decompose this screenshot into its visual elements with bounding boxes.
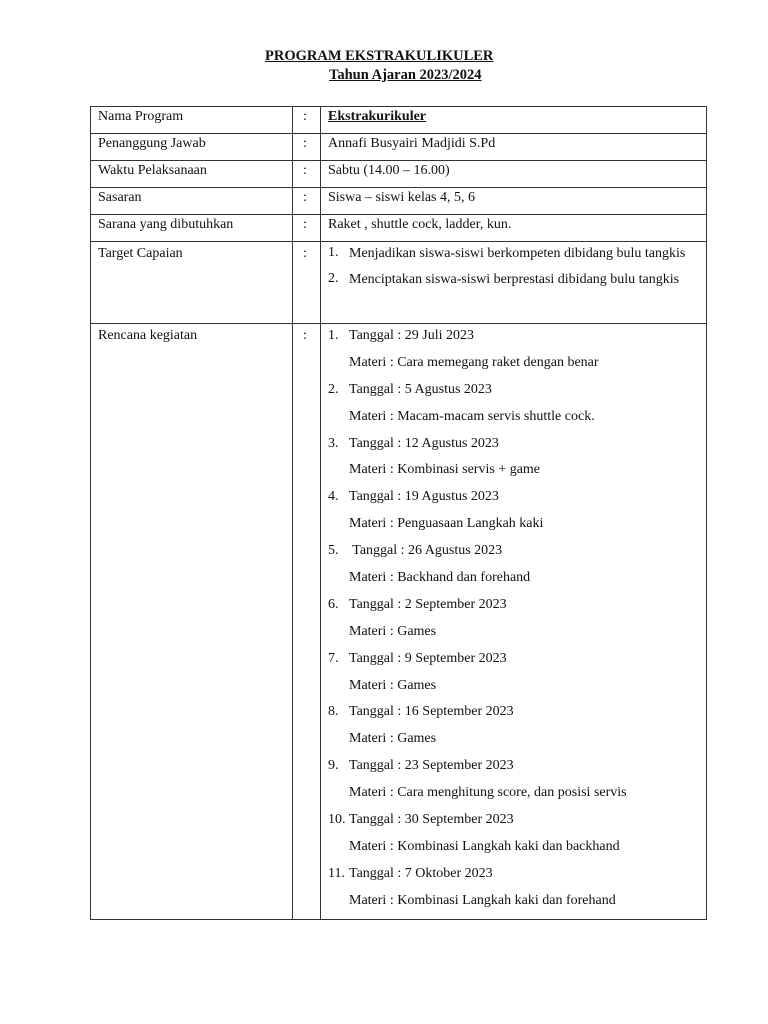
plan-materi-row: Materi : Cara menghitung score, dan posisi servis <box>349 785 627 801</box>
label-target: Target Capaian <box>91 242 293 324</box>
table-row-sasaran <box>91 188 707 215</box>
document-title: PROGRAM EKSTRAKULIKULER <box>265 48 494 64</box>
label-rencana: Rencana kegiatan <box>91 324 293 920</box>
plan-list <box>328 327 699 919</box>
plan-date-row: 1. Tanggal : 29 Juli 2023 <box>328 328 475 343</box>
plan-materi-row: Materi : Games <box>349 677 437 693</box>
plan-date-row: 8. Tanggal : 16 September 2023 <box>328 704 514 720</box>
plan-date-row: 4. Tanggal : 19 Agustus 2023 <box>328 489 499 505</box>
document-subtitle: Tahun Ajaran 2023/2024 <box>329 67 482 83</box>
plan-materi-row: Materi : Penguasaan Langkah kaki <box>349 516 544 532</box>
value-sarana: Raket , shuttle cock, ladder, kun. <box>321 215 707 242</box>
plan-date-row: 3. Tanggal : 12 Agustus 2023 <box>328 435 499 451</box>
plan-materi-row: Materi : Macam-macam servis shuttle cock. <box>349 408 595 424</box>
list-item: 1. Menjadikan siswa-siswi berkompeten dibidang bulu tangkis <box>328 245 686 261</box>
colon: : <box>293 134 321 161</box>
plan-materi-row: Materi : Kombinasi Langkah kaki dan forehand <box>349 892 616 908</box>
plan-materi-row: Materi : Cara memegang raket dengan benar <box>349 354 599 370</box>
program-table <box>90 106 707 920</box>
colon: : <box>293 107 321 134</box>
colon: : <box>293 161 321 188</box>
table-row-waktu <box>91 161 707 188</box>
table-row-nama-program <box>91 107 707 134</box>
plan-materi-row: Materi : Kombinasi servis + game <box>349 462 541 478</box>
colon: : <box>293 324 321 920</box>
plan-materi-row: Materi : Games <box>349 623 437 639</box>
plan-date-row: 9. Tanggal : 23 September 2023 <box>328 758 514 774</box>
label-sasaran: Sasaran <box>91 188 293 215</box>
value-target <box>321 242 707 324</box>
table-row-sarana <box>91 215 707 242</box>
label-nama-program: Nama Program <box>91 107 293 134</box>
plan-date-row: 7. Tanggal : 9 September 2023 <box>328 650 507 666</box>
colon: : <box>293 242 321 324</box>
plan-date-row: 11. Tanggal : 7 Oktober 2023 <box>328 865 493 881</box>
value-sasaran: Siswa – siswi kelas 4, 5, 6 <box>321 188 707 215</box>
plan-materi-row: Materi : Games <box>349 731 437 747</box>
colon: : <box>293 215 321 242</box>
plan-date-row: 6. Tanggal : 2 September 2023 <box>328 596 507 612</box>
label-penanggung-jawab: Penanggung Jawab <box>91 134 293 161</box>
table-row-penanggung-jawab <box>91 134 707 161</box>
plan-materi-row: Materi : Backhand dan forehand <box>349 570 531 586</box>
table-row-target <box>91 242 707 324</box>
plan-date-row: 5. Tanggal : 26 Agustus 2023 <box>328 543 503 559</box>
plan-materi-row: Materi : Kombinasi Langkah kaki dan backhand <box>349 838 620 854</box>
value-waktu: Sabtu (14.00 – 16.00) <box>321 161 707 188</box>
colon: : <box>293 188 321 215</box>
value-nama-program: Ekstrakurikuler <box>321 107 707 134</box>
plan-date-row: 2. Tanggal : 5 Agustus 2023 <box>328 381 492 397</box>
label-sarana: Sarana yang dibutuhkan <box>91 215 293 242</box>
table-row-rencana <box>91 324 707 920</box>
plan-date-row: 10. Tanggal : 30 September 2023 <box>328 812 514 828</box>
list-item: 2. Menciptakan siswa-siswi berprestasi dibidang bulu tangkis <box>328 271 680 287</box>
value-rencana <box>321 324 707 920</box>
label-waktu: Waktu Pelaksanaan <box>91 161 293 188</box>
value-penanggung-jawab: Annafi Busyairi Madjidi S.Pd <box>321 134 707 161</box>
